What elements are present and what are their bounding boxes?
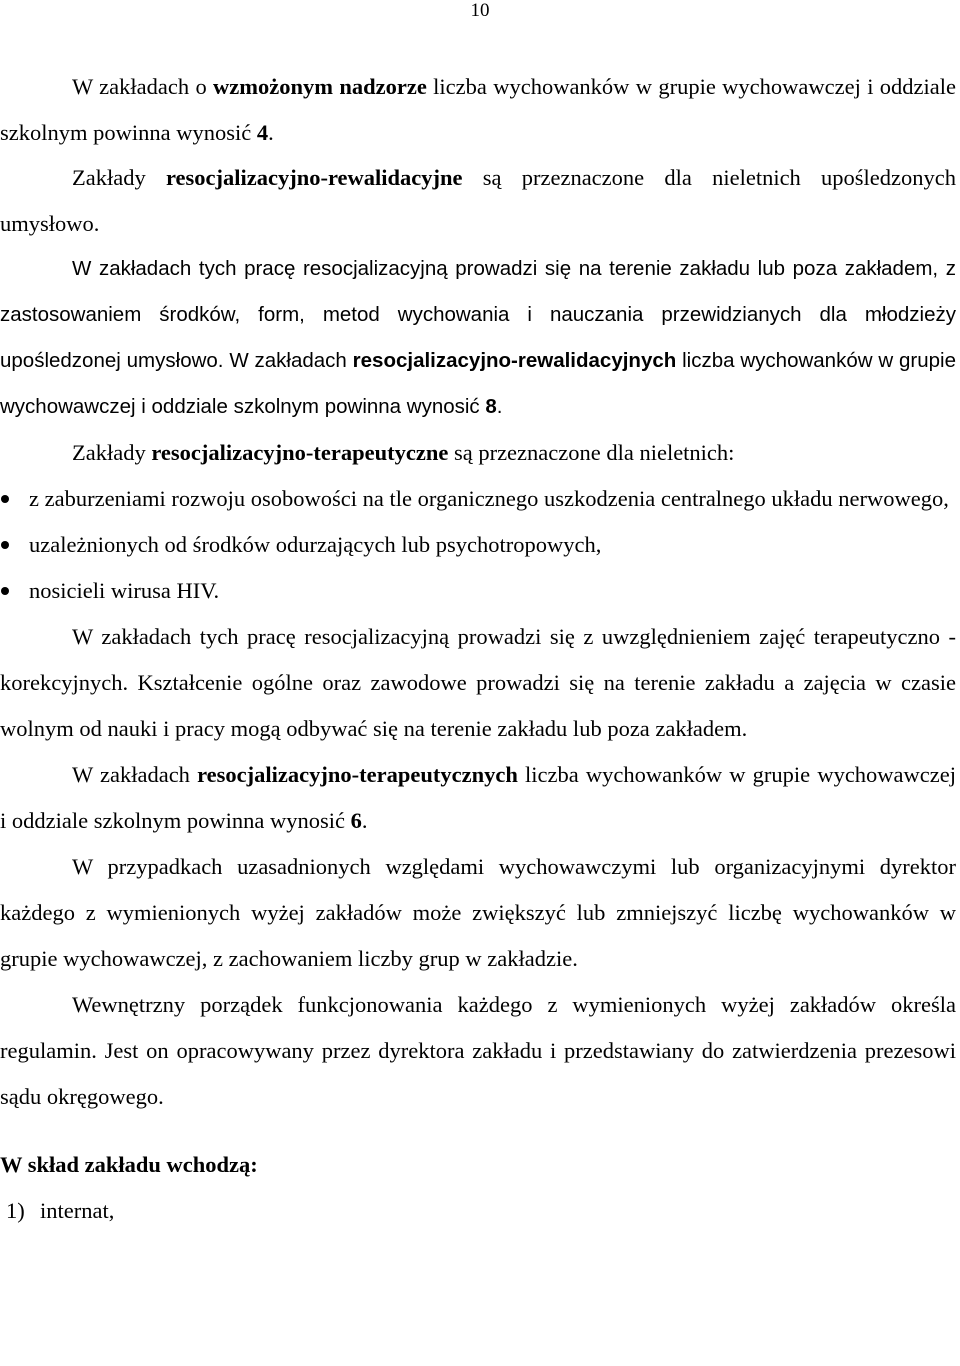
bullet-icon xyxy=(1,495,9,503)
list-item: uzależnionych od środków odurzających lub psychotropowych, xyxy=(0,522,956,568)
bullet-icon xyxy=(1,587,9,595)
bullet-icon xyxy=(1,541,9,549)
paragraph-terapeutyczne-praca: W zakładach tych pracę resocjalizacyjną prowadzi się z uwzględnieniem zajęć terapeutyczno - korekcyjnych. Kształcenie ogólne oraz zawodowe prowadzi się na terenie zakładu a zajęcia w czasie wolnym od nauki i pracy mogą odbywać się na terenie zakładu lub poza zakładem. xyxy=(0,624,956,741)
document-body xyxy=(0,64,956,1234)
paragraph-rewalidacyjne-intro: Zakłady resocjalizacyjno-rewalidacyjne są przeznaczone dla nieletnich upośledzonych umysłowo. xyxy=(0,165,957,236)
list-item: nosicieli wirusa HIV. xyxy=(0,568,956,614)
paragraph-przypadki: W przypadkach uzasadnionych względami wychowawczymi lub organizacyjnymi dyrektor każdego z wymienionych wyżej zakładów może zwiększyć lub zmniejszyć liczbę wychowanków w grupie wychowawczej, z zachowaniem liczby grup w zakładzie. xyxy=(0,854,956,971)
paragraph-terapeutyczne-liczba: W zakładach resocjalizacyjno-terapeutycznych liczba wychowanków w grupie wychowawczej i oddziale szkolnym powinna wynosić 6. xyxy=(0,762,956,833)
section-heading: W skład zakładu wchodzą: xyxy=(0,1152,258,1177)
list-item: z zaburzeniami rozwoju osobowości na tle organicznego uszkodzenia centralnego układu nerwowego, xyxy=(0,476,956,522)
paragraph-rewalidacyjne-details: W zakładach tych pracę resocjalizacyjną prowadzi się na terenie zakładu lub poza zakładem, z zastosowaniem środków, form, metod wychowania i nauczania przewidzianych dla młodzieży upośledzonej umysłowo. W zakładach resocjalizacyjno-rewalidacyjnych liczba wychowanków w grupie wychowawczej i oddziale szkolnym powinna wynosić 8. xyxy=(0,257,957,418)
bullet-list xyxy=(0,476,956,614)
paragraph-wzmozony-nadzor: W zakładach o wzmożonym nadzorze liczba wychowanków w grupie wychowawczej i oddziale szkolnym powinna wynosić 4. xyxy=(0,74,956,145)
page-number: 10 xyxy=(470,0,490,21)
paragraph-regulamin: Wewnętrzny porządek funkcjonowania każdego z wymienionych wyżej zakładów określa regulamin. Jest on opracowywany przez dyrektora zakładu i przedstawiany do zatwierdzenia prezesowi sądu okręgowego. xyxy=(0,992,956,1109)
numbered-item: 1) internat, xyxy=(6,1198,115,1223)
paragraph-terapeutyczne-intro: Zakłady resocjalizacyjno-terapeutyczne są przeznaczone dla nieletnich: xyxy=(72,440,735,465)
